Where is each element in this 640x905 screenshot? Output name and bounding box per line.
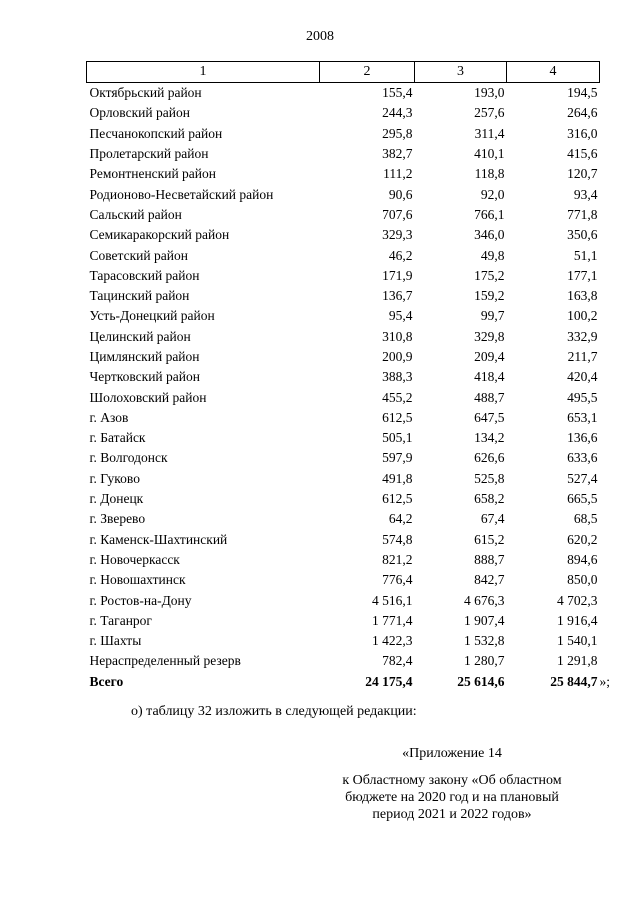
closing-quote-mark: »; (599, 673, 611, 689)
value-col-2: 1 422,3 (372, 633, 413, 649)
row-name: Советский район (89, 247, 188, 263)
value-col-2: 505,1 (382, 430, 413, 446)
table-row (87, 205, 600, 225)
value-col-4: 527,4 (567, 470, 598, 486)
total-value: 25 844,7 (550, 673, 598, 689)
value-col-4: 894,6 (567, 551, 598, 567)
row-name: г. Азов (89, 409, 129, 425)
appendix-line: период 2021 и 2022 годов» (372, 807, 532, 822)
value-col-3: 418,4 (474, 369, 505, 385)
table-row (87, 347, 600, 367)
value-col-3: 1 532,8 (464, 633, 505, 649)
value-col-2: 329,3 (382, 227, 413, 243)
value-col-3: 257,6 (474, 105, 505, 121)
value-col-2: 388,3 (382, 369, 413, 385)
row-name: Песчанокопский район (89, 125, 223, 141)
row-name: Цимлянский район (89, 349, 200, 364)
value-col-4: 1 291,8 (557, 653, 598, 669)
table-row (87, 550, 600, 570)
value-col-2: 136,7 (382, 288, 413, 304)
value-col-4: 1 540,1 (557, 633, 598, 649)
value-col-3: 525,8 (474, 470, 505, 486)
column-header-2: 2 (320, 62, 415, 83)
value-col-4: 136,6 (567, 430, 598, 446)
row-name: Целинский район (89, 328, 191, 344)
table-row (87, 570, 600, 590)
value-col-2: 776,4 (382, 572, 413, 588)
row-name: Тацинский район (89, 288, 190, 304)
row-name: Усть-Донецкий район (89, 308, 215, 324)
value-col-3: 49,8 (480, 247, 505, 263)
value-col-3: 159,2 (474, 288, 505, 304)
value-col-2: 111,2 (383, 166, 413, 182)
value-col-4: 620,2 (567, 531, 598, 547)
value-col-4: 93,4 (573, 186, 598, 202)
value-col-4: 194,5 (567, 85, 598, 101)
row-name: г. Новошахтинск (89, 572, 186, 588)
value-col-2: 4 516,1 (372, 592, 413, 608)
value-col-3: 1 280,7 (464, 653, 505, 669)
value-col-2: 574,8 (382, 531, 413, 547)
table-row (87, 184, 600, 204)
value-col-3: 888,7 (474, 551, 505, 567)
value-col-2: 707,6 (382, 206, 413, 222)
row-name: Сальский район (89, 206, 182, 222)
row-name: г. Таганрог (89, 612, 152, 628)
value-col-2: 90,6 (388, 186, 413, 202)
table-row (87, 530, 600, 550)
appendix-line: бюджете на 2020 год и на плановый (345, 790, 559, 805)
value-col-4: 120,7 (567, 166, 598, 182)
table-row (87, 144, 600, 164)
table-row (87, 124, 600, 144)
total-value-col-4 (507, 672, 611, 692)
row-name: г. Новочеркасск (89, 551, 180, 567)
total-row (87, 672, 600, 692)
total-value-col-2: 24 175,4 (365, 673, 413, 689)
value-col-4: 495,5 (567, 389, 598, 405)
value-col-3: 175,2 (474, 267, 505, 283)
value-col-4: 100,2 (567, 308, 598, 324)
table-row (87, 245, 600, 265)
table-row (87, 225, 600, 245)
value-col-4: 316,0 (567, 125, 598, 141)
total-value-col-3: 25 614,6 (457, 673, 505, 689)
row-name: г. Гуково (89, 470, 140, 486)
table-row (87, 611, 600, 631)
value-col-2: 95,4 (388, 308, 413, 324)
value-col-4: 4 702,3 (557, 592, 598, 608)
column-header-1: 1 (87, 62, 320, 83)
total-label: Всего (89, 673, 124, 689)
table-row (87, 448, 600, 468)
row-name: Семикаракорский район (89, 227, 230, 243)
appendix-line: к Областному закону «Об областном (342, 773, 562, 788)
value-col-4: 420,4 (567, 369, 598, 385)
row-name: г. Каменск-Шахтинский (89, 531, 228, 547)
table-row (87, 428, 600, 448)
value-col-4: 771,8 (567, 206, 598, 222)
value-col-4: 211,7 (567, 349, 598, 364)
value-col-2: 64,2 (388, 511, 413, 527)
appendix-block (340, 745, 564, 823)
value-col-3: 626,6 (474, 450, 505, 466)
value-col-3: 1 907,4 (464, 612, 505, 628)
value-col-3: 410,1 (474, 146, 505, 162)
value-col-2: 491,8 (382, 470, 413, 486)
table-row (87, 327, 600, 347)
value-col-3: 92,0 (480, 186, 505, 202)
table-row (87, 408, 600, 428)
table-body (87, 83, 611, 692)
value-col-3: 329,8 (474, 328, 505, 344)
value-col-2: 295,8 (382, 125, 413, 141)
row-name: г. Ростов-на-Дону (89, 592, 192, 608)
row-name: Нераспределенный резерв (89, 653, 241, 669)
page-number: 2008 (306, 29, 334, 44)
value-col-3: 658,2 (474, 491, 505, 507)
value-col-4: 264,6 (567, 105, 598, 121)
value-col-2: 244,3 (382, 105, 413, 121)
value-col-2: 155,4 (382, 85, 413, 101)
table-row (87, 367, 600, 387)
value-col-2: 382,7 (382, 146, 413, 162)
table-row (87, 306, 600, 326)
value-col-4: 350,6 (567, 227, 598, 243)
row-name: Чертковский район (89, 369, 200, 385)
table-row (87, 83, 600, 104)
appendix-title: «Приложение 14 (402, 746, 502, 761)
value-col-2: 310,8 (382, 328, 413, 344)
value-col-4: 653,1 (567, 409, 598, 425)
value-col-3: 615,2 (474, 531, 505, 547)
row-name: Тарасовский район (89, 267, 200, 283)
value-col-3: 193,0 (474, 85, 505, 101)
row-name: г. Батайск (89, 430, 146, 446)
value-col-4: 415,6 (567, 146, 598, 162)
value-col-2: 200,9 (382, 349, 413, 364)
row-name: г. Зверево (89, 511, 146, 527)
value-col-4: 68,5 (573, 511, 598, 527)
header-row (87, 62, 600, 83)
value-col-3: 134,2 (474, 430, 505, 446)
value-col-2: 821,2 (382, 551, 413, 567)
value-col-4: 163,8 (567, 288, 598, 304)
value-col-4: 633,6 (567, 450, 598, 466)
budget-table (86, 61, 611, 692)
value-col-2: 1 771,4 (372, 612, 413, 628)
row-name: Ремонтненский район (89, 166, 216, 182)
value-col-4: 332,9 (567, 328, 598, 344)
table-row (87, 387, 600, 407)
value-col-3: 209,4 (474, 349, 505, 364)
value-col-4: 177,1 (567, 267, 598, 283)
instruction-text: о) таблицу 32 изложить в следующей редакции: (131, 704, 417, 719)
value-col-4: 1 916,4 (557, 612, 598, 628)
table-row (87, 631, 600, 651)
value-col-4: 850,0 (567, 572, 598, 588)
value-col-3: 842,7 (474, 572, 505, 588)
value-col-2: 612,5 (382, 491, 413, 507)
table-row (87, 103, 600, 123)
row-name: Орловский район (89, 105, 190, 121)
column-header-3: 3 (415, 62, 507, 83)
row-name: Пролетарский район (89, 146, 209, 162)
table-row (87, 164, 600, 184)
value-col-3: 118,8 (474, 166, 505, 182)
table-row (87, 266, 600, 286)
row-name: г. Волгодонск (89, 450, 168, 466)
value-col-3: 311,4 (474, 125, 505, 141)
value-col-3: 99,7 (480, 308, 505, 324)
value-col-3: 766,1 (474, 206, 505, 222)
value-col-2: 455,2 (382, 389, 413, 405)
table-row (87, 489, 600, 509)
value-col-2: 612,5 (382, 409, 413, 425)
table-row (87, 509, 600, 529)
table-row (87, 590, 600, 610)
value-col-3: 67,4 (480, 511, 505, 527)
value-col-3: 647,5 (474, 409, 505, 425)
row-name: Родионово-Несветайский район (89, 186, 274, 202)
value-col-2: 46,2 (388, 247, 413, 263)
value-col-4: 665,5 (567, 491, 598, 507)
table-row (87, 469, 600, 489)
value-col-3: 4 676,3 (464, 592, 505, 608)
value-col-3: 488,7 (474, 389, 505, 405)
row-name: г. Шахты (89, 633, 142, 649)
value-col-2: 782,4 (382, 653, 413, 669)
value-col-4: 51,1 (573, 247, 598, 263)
column-header-4: 4 (507, 62, 600, 83)
table-row (87, 651, 600, 671)
table-row (87, 286, 600, 306)
row-name: Октябрьский район (89, 85, 202, 101)
value-col-2: 597,9 (382, 450, 413, 466)
value-col-3: 346,0 (474, 227, 505, 243)
value-col-2: 171,9 (382, 267, 413, 283)
row-name: г. Донецк (89, 491, 144, 507)
row-name: Шолоховский район (89, 389, 207, 405)
